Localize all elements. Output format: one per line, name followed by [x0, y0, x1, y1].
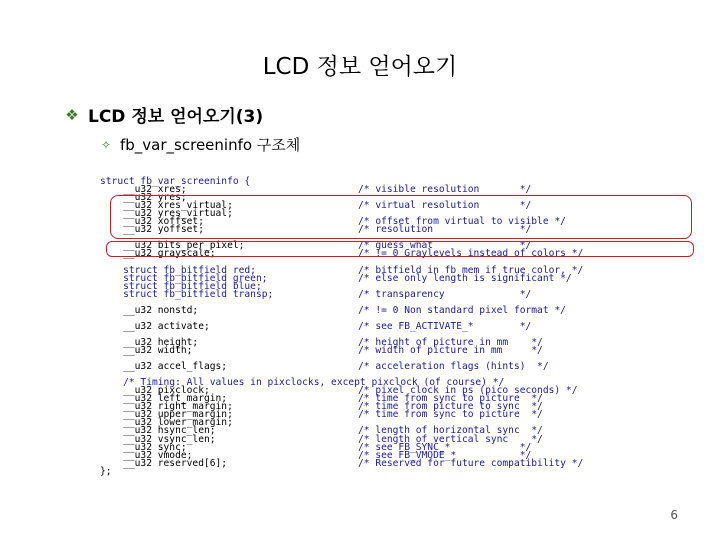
code-line-declaration: struct fb_bitfield red; [100, 264, 256, 276]
code-line-declaration: __u32 sync; [100, 441, 187, 453]
highlight-box-resolution [110, 195, 692, 239]
code-line-declaration: __u32 yres; [100, 192, 187, 204]
code-line-comment: /* bitfield in fb mem if true color, */ [358, 264, 584, 276]
bullet-level1-text: LCD 정보 얻어오기(3) [88, 107, 264, 127]
page-number: 6 [670, 508, 678, 522]
code-line-comment: /* != 0 Non standard pixel format */ [358, 304, 566, 316]
code-line-comment: /* Reserved for future compatibility */ [358, 457, 584, 469]
code-line-declaration: __u32 upper_margin; [100, 409, 233, 421]
code-line-declaration: __u32 yoffset; [100, 224, 204, 236]
code-line-declaration: __u32 bits_per_pixel; [100, 240, 245, 252]
code-line [100, 304, 620, 316]
code-line-comment: /* see FB_ACTIVATE_* */ [358, 320, 532, 332]
bullet-level2-text: fb_var_screeninfo 구조체 [120, 136, 301, 154]
code-line-comment: /* length of horizontal sync */ [358, 425, 543, 437]
code-line-comment: /* time from sync to picture */ [358, 409, 543, 421]
code-line-declaration: }; [100, 465, 112, 477]
code-line-comment: /* width of picture in mm */ [358, 344, 543, 356]
code-line-declaration: __u32 vsync_len; [100, 433, 216, 445]
code-line-comment: /* time from sync to picture */ [358, 393, 543, 405]
code-line-declaration: __u32 right_margin; [100, 401, 233, 413]
code-line-comment: /* height of picture in mm */ [358, 336, 543, 348]
code-line-declaration: __u32 accel_flags; [100, 361, 228, 373]
bullet-level2 [100, 134, 300, 155]
code-line-comment: /* else only length is significant */ [358, 272, 572, 284]
code-line [100, 457, 620, 469]
code-line-comment: /* see FB_VMODE_* */ [358, 449, 532, 461]
code-line [100, 363, 620, 371]
code-line-declaration: __u32 pixclock; [100, 385, 210, 397]
code-line-comment: /* length of vertical sync */ [358, 433, 543, 445]
code-line-declaration: __u32 yres_virtual; [100, 208, 233, 220]
code-line-declaration: __u32 grayscale; [100, 248, 216, 260]
code-line-declaration: __u32 lower_margin; [100, 417, 233, 429]
code-line-comment: /* guess what */ [358, 240, 532, 252]
code-line-declaration: __u32 height; [100, 336, 199, 348]
code-line-declaration: __u32 left_margin; [100, 393, 228, 405]
code-line-declaration: __u32 xres_virtual; [100, 200, 233, 212]
code-line-declaration: __u32 activate; [100, 320, 210, 332]
code-line [100, 465, 620, 477]
code-line-declaration: __u32 xoffset; [100, 216, 204, 228]
code-line-comment: /* offset from virtual to visible */ [358, 216, 566, 228]
code-line-declaration: struct fb_bitfield green; [100, 272, 268, 284]
code-line-comment: /* virtual resolution */ [358, 200, 532, 212]
code-line-comment: /* time from picture to sync */ [358, 401, 543, 413]
code-line-comment: /* see FB_SYNC_* */ [358, 441, 532, 453]
code-line-comment: /* resolution */ [358, 224, 532, 236]
code-line-comment: /* != 0 Graylevels instead of colors */ [358, 248, 584, 260]
code-line-declaration: __u32 hsync_len; [100, 425, 216, 437]
code-line-declaration: __u32 vmode; [100, 449, 193, 461]
code-line-declaration: __u32 nonstd; [100, 304, 199, 316]
slide-title: LCD 정보 얻어오기 [262, 54, 458, 80]
diamond-outline-bullet-icon: ✧ [100, 137, 112, 152]
bullet-level1 [64, 102, 263, 127]
code-line-comment: /* acceleration flags (hints) */ [358, 361, 549, 373]
code-line [100, 344, 620, 356]
code-line-comment: /* pixel clock in ps (pico seconds) */ [358, 385, 578, 397]
code-line-declaration: struct fb_var_screeninfo { [100, 176, 251, 187]
code-line-declaration: struct fb_bitfield transp; [100, 288, 274, 300]
code-line [100, 320, 620, 332]
code-line-declaration: struct fb_bitfield blue; [100, 280, 262, 292]
code-line-declaration: __u32 width; [100, 344, 193, 356]
diamond-bullet-icon: ❖ [65, 105, 79, 124]
code-line [100, 288, 620, 300]
code-line-declaration: __u32 xres; [100, 184, 187, 196]
code-line-declaration: __u32 reserved[6]; [100, 457, 228, 469]
highlight-box-bits-per-pixel [106, 241, 694, 260]
code-line-comment: /* transparency */ [358, 288, 532, 300]
code-line-declaration: /* Timing: All values in pixclocks, except pixclock (of course) */ [100, 377, 505, 389]
code-line-comment: /* visible resolution */ [358, 184, 532, 196]
